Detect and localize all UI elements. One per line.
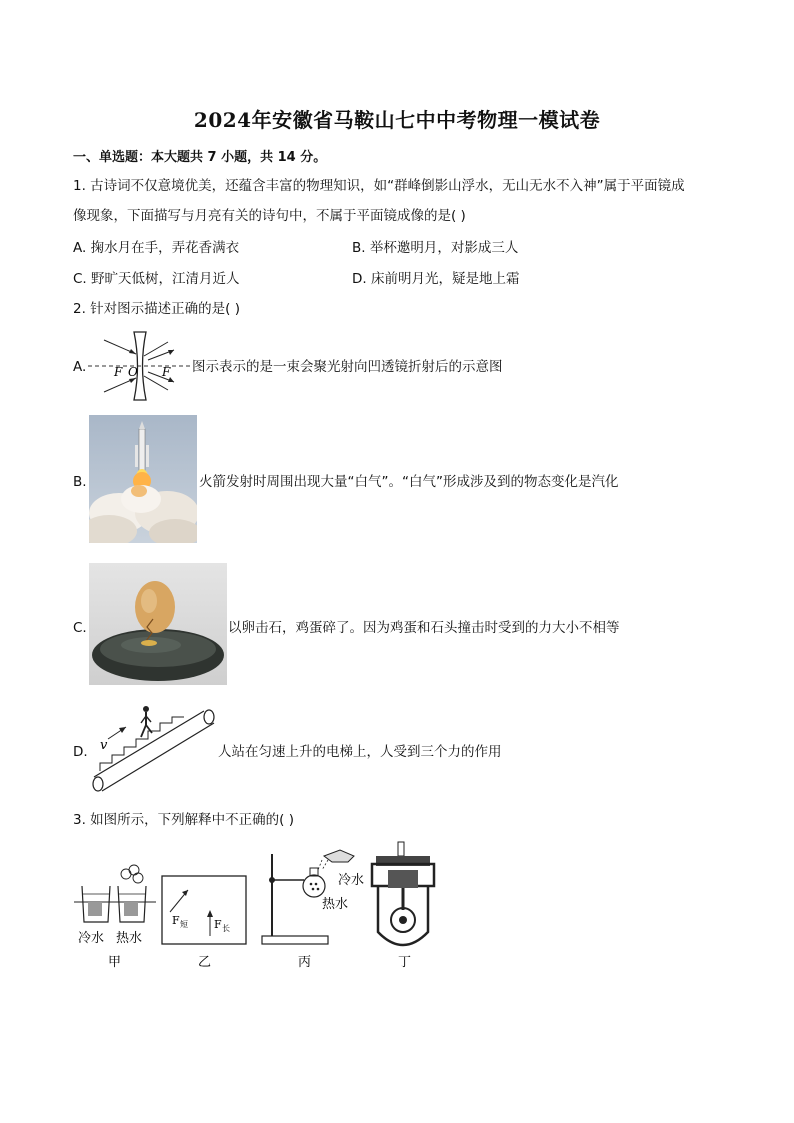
section-heading: 一、单选题：本大题共 7 小题，共 14 分。 bbox=[73, 150, 327, 165]
q1-stem-line1: 1. 古诗词不仅意境优美，还蕴含丰富的物理知识，如“群峰倒影山浮水，无山无水不入神”属于平面镜成 bbox=[73, 178, 685, 194]
q1-option-a: A. 掬水月在手，弄花香满衣 bbox=[73, 240, 240, 256]
concave-lens-diagram bbox=[86, 330, 192, 402]
figure-jia-beakers bbox=[74, 862, 156, 970]
yi-f-short: F bbox=[172, 914, 180, 927]
q2-option-b-text: 火箭发射时周围出现大量“白气”。“白气”形成涉及到的物态变化是汽化 bbox=[199, 474, 619, 490]
q2-option-c-text: 以卵击石，鸡蛋碎了。因为鸡蛋和石头撞击时受到的力大小不相等 bbox=[228, 620, 620, 636]
yi-f-short-sub: 短 bbox=[180, 920, 188, 929]
q1-option-b: B. 举杯邀明月，对影成三人 bbox=[352, 240, 519, 256]
q2-option-d-label: D. bbox=[73, 744, 88, 760]
rocket-launch-photo bbox=[89, 415, 197, 543]
yi-f-long-sub: 长 bbox=[222, 924, 230, 933]
ding-label: 丁 bbox=[398, 955, 412, 970]
q1-option-c: C. 野旷天低树，江清月近人 bbox=[73, 271, 240, 287]
figure-ding-engine bbox=[370, 840, 438, 970]
lens-label-f-left: F bbox=[114, 365, 123, 379]
page-title: 2024年安徽省马鞍山七中中考物理一模试卷 bbox=[193, 108, 601, 132]
jia-cold-label: 冷水 bbox=[78, 931, 105, 946]
velocity-label: v bbox=[100, 738, 108, 753]
q2-option-a-text: 图示表示的是一束会聚光射向凹透镜折射后的示意图 bbox=[192, 359, 503, 375]
q2-option-d-text: 人站在匀速上升的电梯上，人受到三个力的作用 bbox=[218, 744, 502, 760]
egg-on-stone-photo bbox=[89, 563, 227, 685]
escalator-diagram bbox=[86, 703, 218, 793]
q2-option-b-label: B. bbox=[73, 474, 87, 490]
lens-label-o: O bbox=[128, 365, 138, 379]
figure-yi-forces bbox=[160, 862, 250, 970]
q1-option-d: D. 床前明月光，疑是地上霜 bbox=[352, 271, 520, 287]
q1-stem-line2: 像现象，下面描写与月亮有关的诗句中，不属于平面镜成像的是( ) bbox=[73, 208, 466, 224]
figure-bing-flask bbox=[258, 846, 368, 970]
yi-f-long: F bbox=[214, 918, 222, 931]
bing-hot-label: 热水 bbox=[322, 897, 349, 912]
q2-option-a-label: A. bbox=[73, 359, 87, 375]
q3-stem: 3. 如图所示，下列解释中不正确的( ) bbox=[73, 812, 294, 828]
jia-label: 甲 bbox=[108, 955, 122, 970]
bing-label: 丙 bbox=[298, 955, 312, 970]
lens-label-f-right: F bbox=[162, 365, 171, 379]
q2-stem: 2. 针对图示描述正确的是( ) bbox=[73, 301, 240, 317]
bing-cold-label: 冷水 bbox=[338, 873, 365, 888]
q2-option-c-label: C. bbox=[73, 620, 87, 636]
yi-label: 乙 bbox=[198, 955, 212, 970]
jia-hot-label: 热水 bbox=[116, 931, 143, 946]
